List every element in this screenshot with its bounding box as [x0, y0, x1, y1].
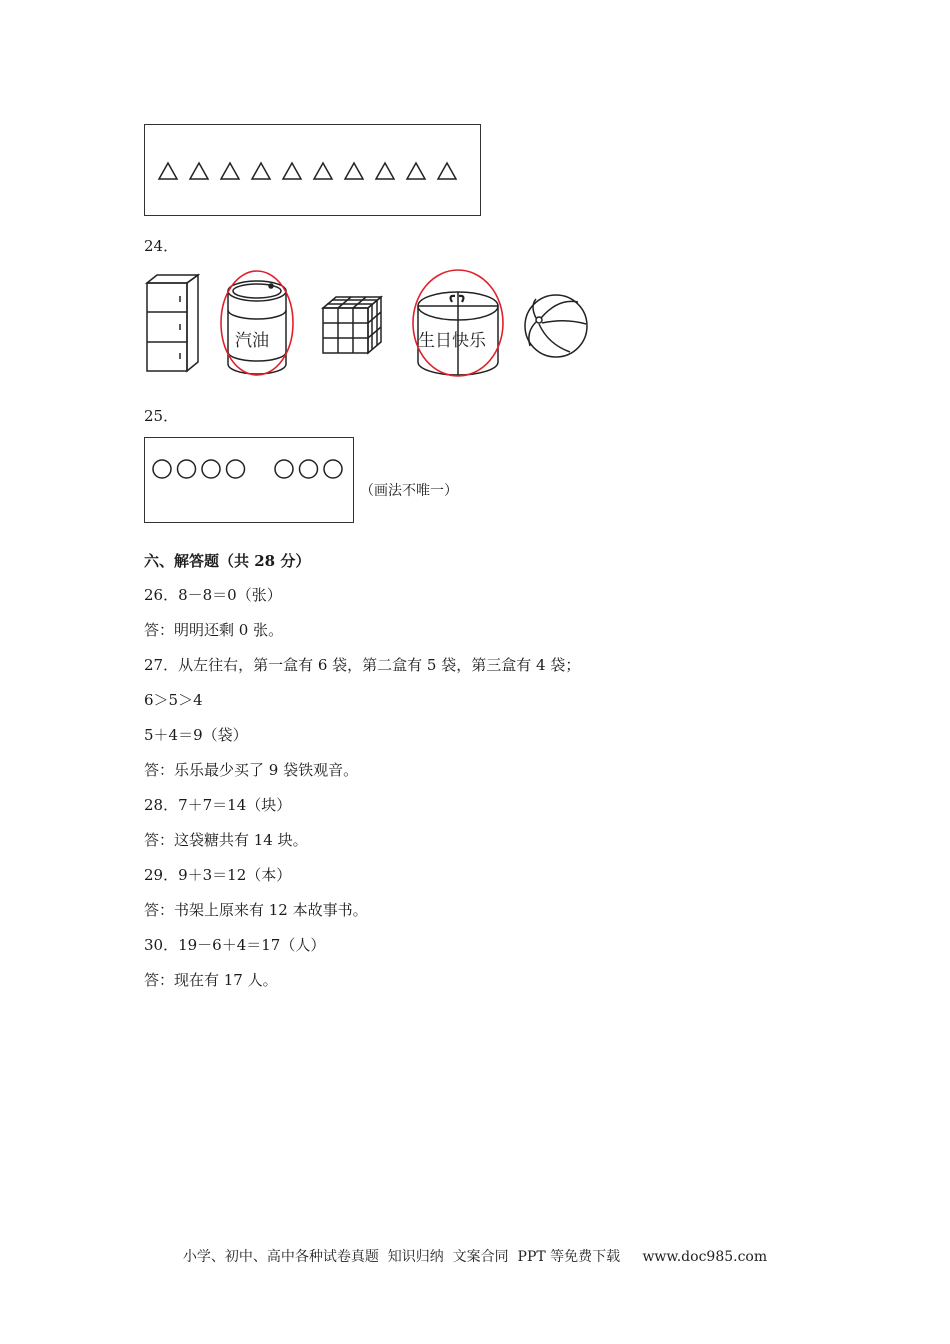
- answer-line: 答：书架上原来有 12 本故事书。: [144, 901, 368, 919]
- oil-drum-icon: [228, 281, 286, 374]
- oil-drum-circle-mark: [221, 271, 293, 375]
- answer-line: 28．7＋7＝14（块）: [144, 796, 292, 814]
- circle-shape: [324, 460, 342, 478]
- birthday-cake-label: 生日快乐: [418, 331, 486, 351]
- circles-row: [145, 438, 351, 520]
- oil-drum-label: 汽油: [235, 331, 269, 351]
- rubik-cube-icon: [323, 297, 381, 353]
- triangles-row: [145, 125, 479, 213]
- triangle-shape: [252, 163, 270, 179]
- triangle-answer-box: [144, 124, 481, 216]
- answer-line: 答：现在有 17 人。: [144, 971, 278, 989]
- answer-line: 27．从左往右，第一盒有 6 袋，第二盒有 5 袋，第三盒有 4 袋；: [144, 656, 581, 674]
- answer-line: 答：乐乐最少买了 9 袋铁观音。: [144, 761, 359, 779]
- page-footer: 小学、初中、高中各种试卷真题 知识归纳 文案合同 PPT 等免费下载 www.doc985.com: [182, 1249, 768, 1265]
- triangle-shape: [190, 163, 208, 179]
- answer-line: 29．9＋3＝12（本）: [144, 866, 292, 884]
- q24-figures: [140, 266, 610, 384]
- circle-answer-box: [144, 437, 354, 523]
- question-24-number: 24．: [144, 237, 179, 255]
- circle-shape: [153, 460, 171, 478]
- circle-shape: [275, 460, 293, 478]
- question-25-number: 25．: [144, 407, 179, 425]
- triangle-shape: [283, 163, 301, 179]
- triangle-shape: [407, 163, 425, 179]
- triangle-shape: [438, 163, 456, 179]
- triangle-shape: [345, 163, 363, 179]
- circle-shape: [300, 460, 318, 478]
- drawing-note: （画法不唯一）: [360, 483, 458, 499]
- section-6-title: 六、解答题（共 28 分）: [144, 552, 311, 570]
- triangle-shape: [376, 163, 394, 179]
- ball-icon: [525, 295, 587, 357]
- answer-line: 答：这袋糖共有 14 块。: [144, 831, 308, 849]
- triangle-shape: [221, 163, 239, 179]
- triangle-shape: [314, 163, 332, 179]
- circle-shape: [202, 460, 220, 478]
- circle-shape: [227, 460, 245, 478]
- answer-line: 答：明明还剩 0 张。: [144, 621, 284, 639]
- answer-line: 30．19－6＋4＝17（人）: [144, 936, 326, 954]
- answer-line: 5＋4＝9（袋）: [144, 726, 248, 744]
- answer-line: 26．8－8＝0（张）: [144, 586, 282, 604]
- circle-shape: [178, 460, 196, 478]
- triangle-shape: [159, 163, 177, 179]
- cabinet-icon: [147, 275, 198, 371]
- answer-line: 6＞5＞4: [144, 691, 203, 709]
